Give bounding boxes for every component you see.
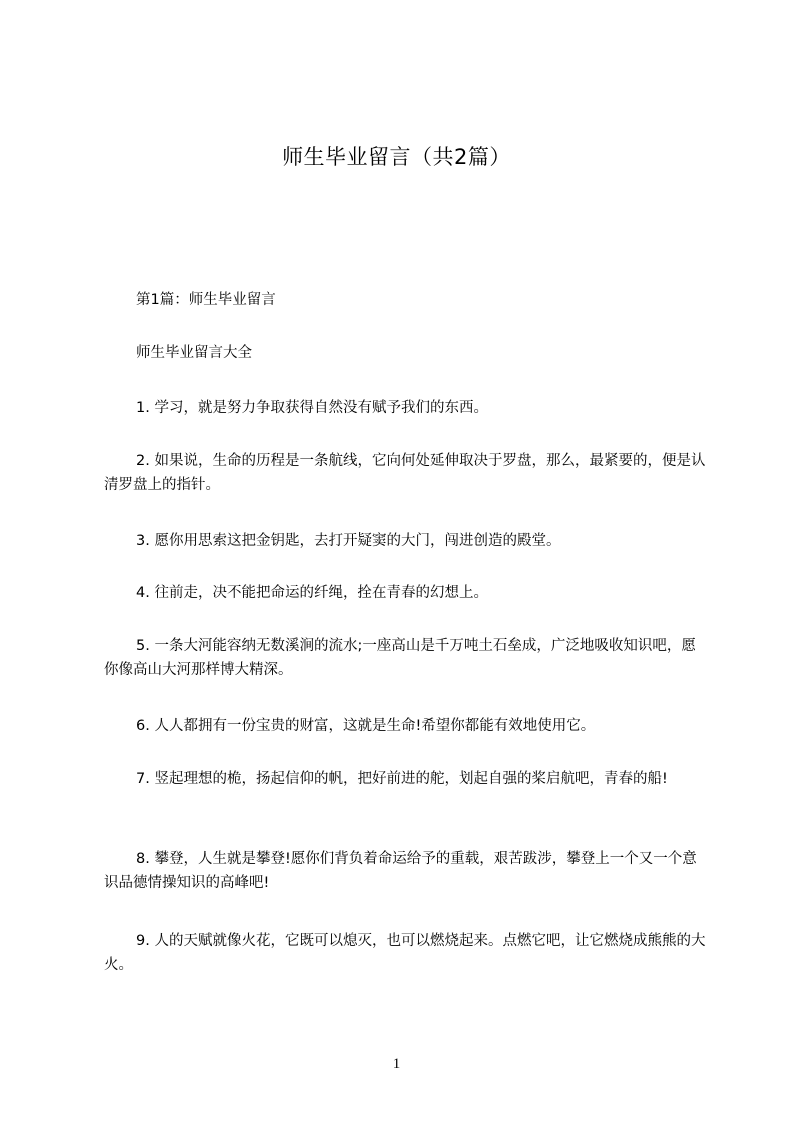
message-item-8: 8. 攀登，人生就是攀登!愿你们背负着命运给予的重载，艰苦跋涉，攀登上一个又一个意识品德情操知识的高峰吧! (104, 851, 697, 891)
message-item-4: 4. 往前走，决不能把命运的纤绳，拴在青春的幻想上。 (136, 585, 488, 601)
message-item-7: 7. 竖起理想的桅，扬起信仰的帆，把好前进的舵，划起自强的桨启航吧，青春的船! (136, 771, 668, 787)
document-title: 师生毕业留言（共2篇） (282, 145, 511, 169)
message-item-2: 2. 如果说，生命的历程是一条航线，它向何处延伸取决于罗盘，那么，最紧要的，便是认清罗盘上的指针。 (104, 453, 706, 493)
message-item-5: 5. 一条大河能容纳无数溪涧的流水;一座高山是千万吨土石垒成，广泛地吸收知识吧，愿你像高山大河那样博大精深。 (104, 638, 696, 678)
section-heading: 第1篇：师生毕业留言 (136, 292, 276, 308)
page-number: 1 (392, 1056, 401, 1072)
message-item-3: 3. 愿你用思索这把金钥匙，去打开疑窦的大门，闯进创造的殿堂。 (136, 533, 561, 549)
message-item-1: 1. 学习，就是努力争取获得自然没有赋予我们的东西。 (136, 400, 488, 416)
subheading: 师生毕业留言大全 (136, 345, 252, 361)
message-item-9: 9. 人的天赋就像火花，它既可以熄灭，也可以燃烧起来。点燃它吧，让它燃烧成熊熊的大火。 (104, 933, 706, 973)
message-item-6: 6. 人人都拥有一份宝贵的财富，这就是生命!希望你都能有效地使用它。 (136, 718, 596, 734)
